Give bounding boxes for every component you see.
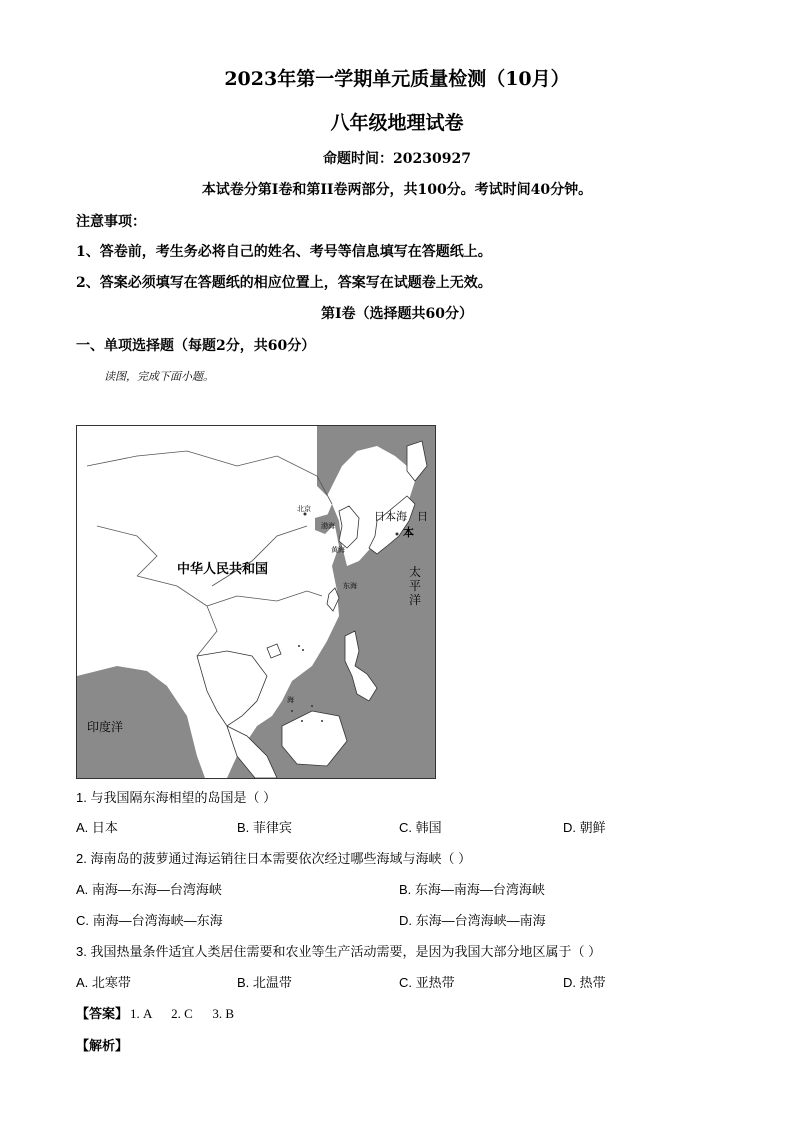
island-dot [302,649,304,651]
label-sea: 海 [287,696,294,704]
q3-option-d: D. 热带 [563,975,606,990]
answer-line [76,1003,234,1022]
island-dot [291,710,293,712]
date-line: 命题时间：20230927 [323,151,471,167]
label-indian-ocean: 印度洋 [87,720,124,734]
answer-values: 1. A 2. C 3. B [130,1006,235,1021]
label-donghai: 东海 [343,582,357,590]
analysis-label: 【解析】 [76,1039,129,1054]
label-beijing: 北京 [297,505,311,513]
label-japan-1: 日 [417,510,428,523]
part-title: 第Ⅰ卷（选择题共60分） [320,306,474,322]
label-pacific-2: 平 [409,579,422,593]
q2-option-d: D. 东海—台湾海峡—南海 [399,913,546,928]
q2-option-c: C. 南海—台湾海峡—东海 [76,913,223,928]
q3-option-b: B. 北温带 [237,975,292,990]
notes-heading: 注意事项： [76,214,146,230]
q1-option-c: C. 韩国 [399,820,442,835]
label-japan-sea: 日本海 [374,510,407,523]
label-china: 中华人民共和国 [177,562,269,577]
question-3: 3. 我国热量条件适宜人类居住需要和农业等生产活动需要，是因为我国大部分地区属于（ ） [76,944,602,959]
label-pacific-1: 太 [409,565,422,579]
section-title: 一、单项选择题（每题2分，共60分） [76,338,316,354]
q1-option-a: A. 日本 [76,820,118,835]
instruction: 读图，完成下面小题。 [104,370,214,383]
q2-option-a: A. 南海—东海—台湾海峡 [76,882,222,897]
q1-option-d: D. 朝鲜 [563,820,606,835]
note-item-1: 1、答卷前，考生务必将自己的姓名、考号等信息填写在答题纸上。 [76,244,492,260]
question-1: 1. 与我国隔东海相望的岛国是（ ） [76,790,277,805]
island-dot [321,720,323,722]
island-dot [311,705,313,707]
answer-label: 【答案】 [76,1007,129,1022]
note-item-2: 2、答案必须填写在答题纸的相应位置上，答案写在试题卷上无效。 [76,275,492,291]
exam-subtitle: 八年级地理试卷 [330,112,464,134]
question-2: 2. 海南岛的菠萝通过海运销往日本需要依次经过哪些海域与海峡（ ） [76,851,472,866]
exam-title: 2023年第一学期单元质量检测（10月） [224,68,570,90]
q1-option-b: B. 菲律宾 [237,820,292,835]
island-dot [298,645,300,647]
label-japan-2: 本 [403,526,414,539]
label-pacific-3: 洋 [409,593,422,607]
q3-option-c: C. 亚热带 [399,975,455,990]
q3-option-a: A. 北寒带 [76,975,131,990]
island-dot [301,720,303,722]
east-asia-map [76,425,436,779]
q2-option-b: B. 东海—南海—台湾海峡 [399,882,545,897]
exam-intro: 本试卷分第Ⅰ卷和第II卷两部分，共100分。考试时间40分钟。 [201,182,593,198]
tokyo-dot [396,533,399,536]
label-bohai: 渤海 [321,522,335,530]
label-huanghai: 黄海 [331,546,345,554]
